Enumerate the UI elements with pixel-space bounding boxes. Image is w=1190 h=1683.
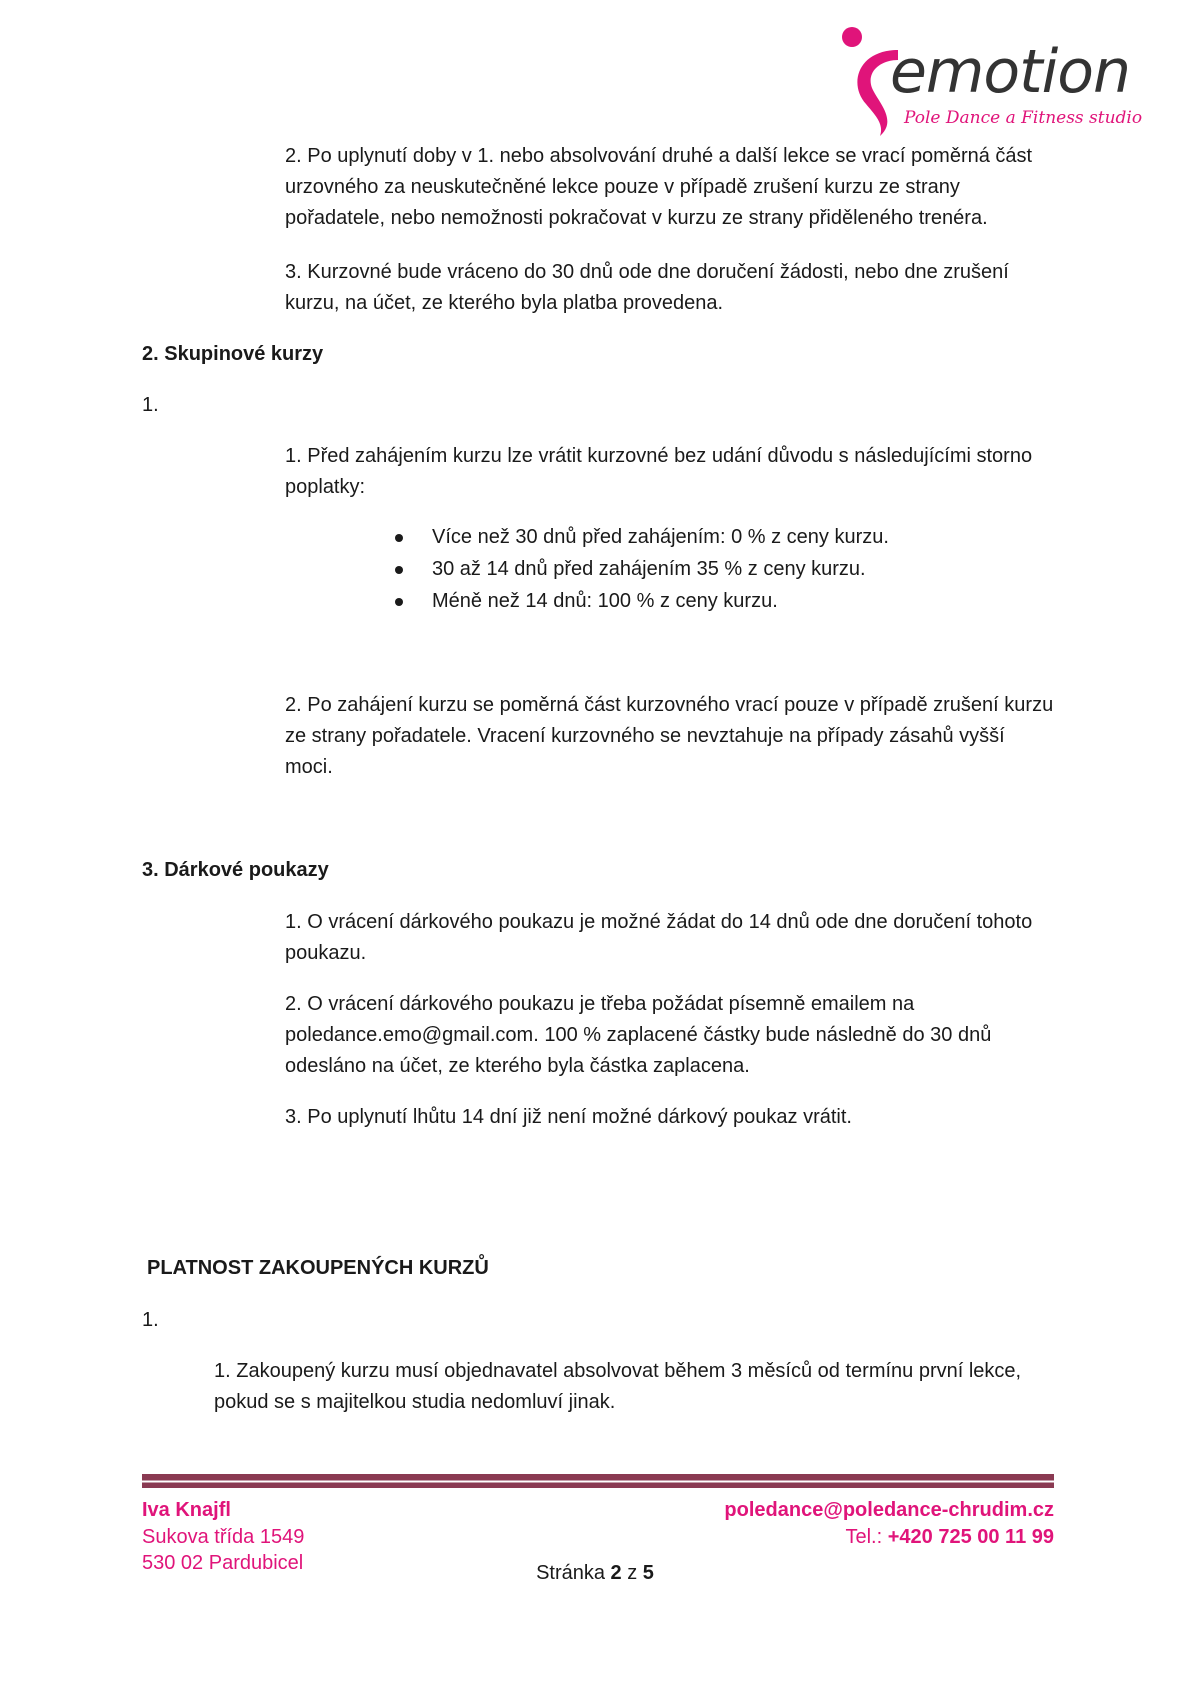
paragraph-line: 3. Kurzovné bude vráceno do 30 dnů ode dne doručení žádosti, nebo dne zrušení <box>285 261 1009 283</box>
footer-phone <box>845 1524 1054 1550</box>
paragraph-line: 2. O vrácení dárkového poukazu je třeba požádat písemně emailem na <box>285 993 915 1015</box>
list-number: 1. <box>142 1309 159 1331</box>
paragraph-line: 1. Před zahájením kurzu lze vrátit kurzovné bez udání důvodu s následujícími storno <box>285 445 1033 467</box>
footer-email[interactable]: poledance@poledance-chrudim.cz <box>724 1499 1054 1521</box>
paragraph-line: pokud se s majitelkou studia nedomluví jinak. <box>214 1391 616 1413</box>
total-pages: 5 <box>642 1562 654 1584</box>
paragraph-line: 2. Po zahájení kurzu se poměrná část kurzovného vrací pouze v případě zrušení kurzu <box>285 694 1054 716</box>
logo-subtitle: Pole Dance a Fitness studio <box>904 108 1143 128</box>
footer-city: 530 02 Pardubicel <box>142 1552 304 1574</box>
footer-street: Sukova třída 1549 <box>142 1526 305 1548</box>
emotion-logo <box>838 24 1143 136</box>
page-number <box>0 1562 1190 1585</box>
paragraph-line: poledance.emo@gmail.com. 100 % zaplacené částky bude následně do 30 dnů <box>285 1024 992 1046</box>
paragraph-line: 3. Po uplynutí lhůtu 14 dní již není možné dárkový poukaz vrátit. <box>285 1106 852 1128</box>
section-heading: 2. Skupinové kurzy <box>142 343 324 365</box>
paragraph-line: 1. Zakoupený kurzu musí objednavatel absolvovat během 3 měsíců od termínu první lekce, <box>214 1360 1022 1382</box>
list-item: 30 až 14 dnů před zahájením 35 % z ceny kurzu. <box>395 553 889 585</box>
current-page: 2 <box>610 1562 622 1584</box>
paragraph-line: poukazu. <box>285 942 367 964</box>
page-prefix: Stránka <box>536 1562 611 1584</box>
footer-name: Iva Knajfl <box>142 1499 231 1521</box>
paragraph-line: 2. Po uplynutí doby v 1. nebo absolvování druhé a další lekce se vrací poměrná část <box>285 145 1033 167</box>
paragraph-line: moci. <box>285 756 333 778</box>
list-item: Méně než 14 dnů: 100 % z ceny kurzu. <box>395 585 889 617</box>
list-number: 1. <box>142 394 159 416</box>
paragraph-line: 1. O vrácení dárkového poukazu je možné žádat do 14 dnů ode dne doručení tohoto <box>285 911 1033 933</box>
paragraph-line: odesláno na účet, ze kterého byla částka zaplacena. <box>285 1055 750 1077</box>
paragraph-line: pořadatele, nebo nemožnosti pokračovat v kurzu ze strany přiděleného trenéra. <box>285 207 988 229</box>
paragraph-line: kurzu, na účet, ze kterého byla platba provedena. <box>285 292 724 314</box>
phone-number: +420 725 00 11 99 <box>887 1526 1054 1548</box>
phone-label: Tel.: <box>845 1526 888 1548</box>
logo-wordmark: emotion <box>890 37 1131 107</box>
section-heading: PLATNOST ZAKOUPENÝCH KURZŮ <box>147 1257 489 1279</box>
section-heading: 3. Dárkové poukazy <box>142 859 329 881</box>
paragraph-line: poplatky: <box>285 476 366 498</box>
list-item: Více než 30 dnů před zahájením: 0 % z ceny kurzu. <box>395 521 889 553</box>
storno-fee-list <box>395 521 889 617</box>
page-separator: z <box>621 1562 643 1584</box>
paragraph-line: urzovného za neuskutečněné lekce pouze v případě zrušení kurzu ze strany <box>285 176 960 198</box>
footer-divider <box>142 1474 1054 1488</box>
paragraph-line: ze strany pořadatele. Vracení kurzovného se nevztahuje na případy zásahů vyšší <box>285 725 1005 747</box>
